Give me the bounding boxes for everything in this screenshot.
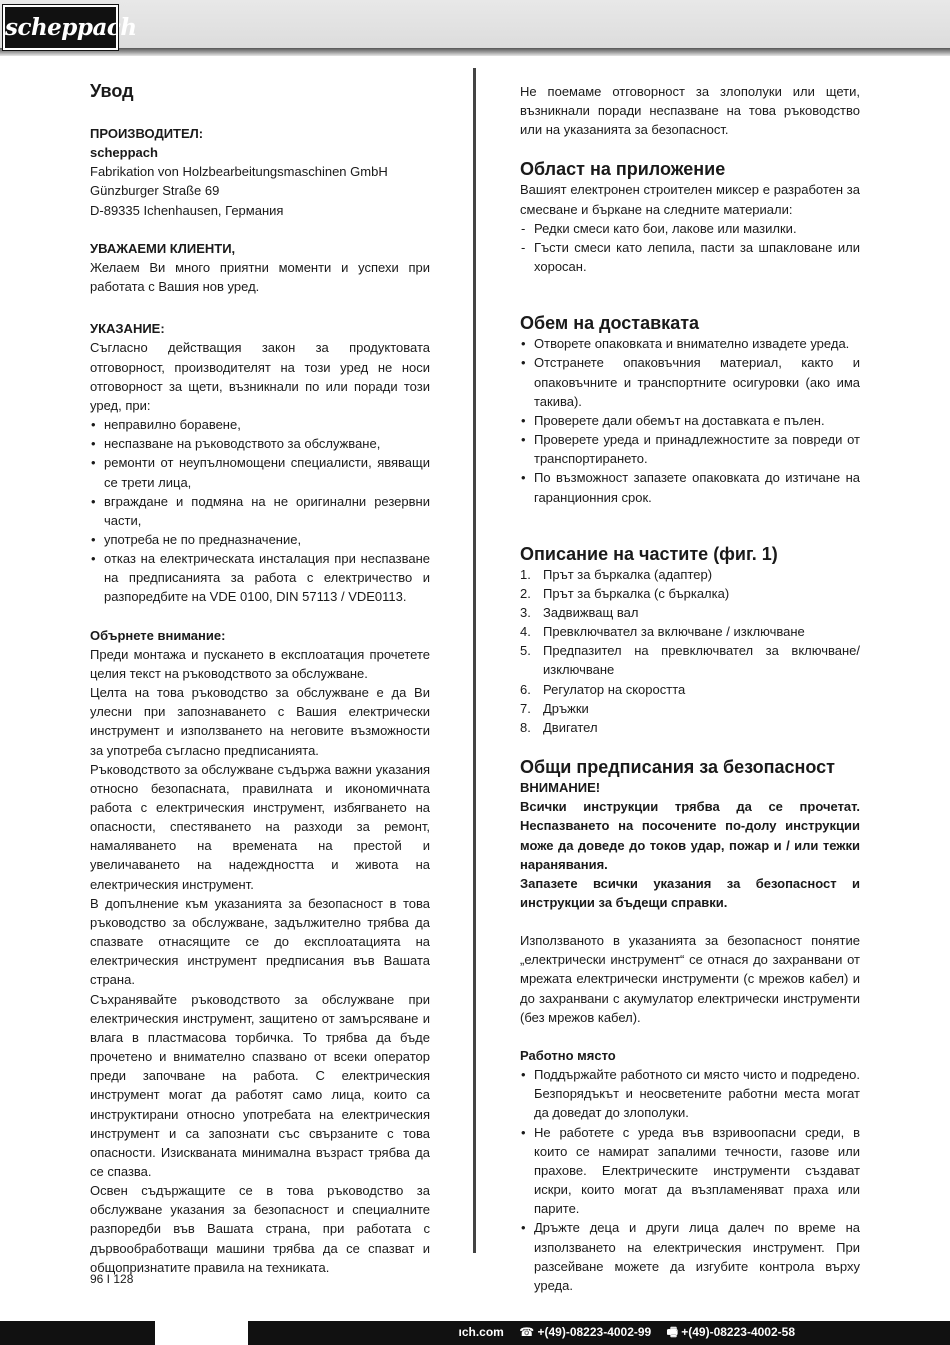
liability-text: Не поемаме отговорност за злополуки или щети, възникнали поради неспазване на това ръководство или на указанията за безопасност. — [520, 84, 860, 138]
list-item: • отказ на електрическата инсталация при неспазване на предписанията за работа с електричество и разпоредбите на VDE 0100, DIN 57113 / VDE0113. — [90, 549, 430, 606]
delivery-title: Обем на доставката — [520, 313, 700, 334]
page-number: 96 I 128 — [90, 1272, 134, 1286]
list-item: • Не работете с уреда във взривоопасни среди, в които се намират запалими течности, газове или прахове. Електрическите инструменти създават искри, които могат да възпламеняват праха или парите. — [520, 1123, 860, 1219]
list-item: 3. Задвижващ вал — [520, 604, 639, 620]
list-item: - Гъсти смеси като лепила, пасти за шпакловане или хоросан. — [520, 238, 860, 276]
address-line: Fabrikation von Holzbearbeitungsmaschinen GmbH — [90, 164, 388, 180]
note-label: УКАЗАНИЕ: — [90, 321, 165, 337]
list-item: • Проверете уреда и принадлежностите за повреди от транспортирането. — [520, 430, 860, 468]
note-text: Съгласно действащия закон за продуктовата отговорност, производителят на този уред не носи отговорност за щети, възникнали по или поради този уред, при: — [90, 340, 430, 413]
list-item: • неправилно боравене, — [90, 415, 430, 434]
footer-phone: ☎ +(49)-08223-4002-99 — [519, 1325, 652, 1339]
footer-contact — [447, 1321, 796, 1345]
power-tool-text: Използваното в указанията за безопасност понятие „електрически инструмент“ се отнася до захранвани от мрежата електрически инструменти (с мрежов кабел) и до захранвани с акумулатор електрически инструменти (без мрежов кабел). — [520, 933, 860, 1025]
application-title: Област на приложение — [520, 159, 726, 180]
list-item: - Редки смеси като бои, лакове или мазилки. — [520, 219, 860, 238]
warning-label: ВНИМАНИЕ! — [520, 780, 601, 796]
attention-label: Обърнете внимание: — [90, 627, 226, 643]
delivery-list — [520, 334, 860, 506]
footer-gap — [155, 1321, 248, 1345]
application-list — [520, 219, 860, 276]
column-divider — [473, 68, 476, 1253]
list-item: • Отстранете опаковъчния материал, както и опаковъчните и транспортните осигуровки (ако има такива). — [520, 353, 860, 410]
safety-title: Общи предписания за безопасност — [520, 757, 835, 778]
left-column — [90, 80, 430, 1277]
scheppach-logo: scheppach — [3, 5, 118, 50]
attention-paragraph: Ръководството за обслужване съдържа важни указания относно безопасната, правилната и икономичната работа с електрическия инструмент, избягването на опасности, спестяването на разходи за ремонт, намаляването на времената на престой и увеличаването на надеждността и живота на електрическия инструмент. — [90, 761, 430, 892]
list-item: • вграждане и подмяна на не оригинални резервни части, — [90, 492, 430, 530]
list-item: 8. Двигател — [520, 719, 598, 735]
list-item: 1. Прът за бъркалка (адаптер) — [520, 566, 713, 582]
manufacturer-name: scheppach — [90, 145, 158, 161]
attention-paragraph: В допълнение към указанията за безопасност в това ръководство за обслужване, задължително трябва да спазвате отнасящите се до експлоатацията на електрическия инструмент предписания във Вашата страна. — [90, 895, 430, 988]
header-shadow — [0, 48, 950, 56]
intro-title: Увод — [90, 81, 134, 101]
list-item: • Поддържайте работното си място чисто и подредено. Безпорядъкът и неосветените работни места могат да доведат до злополуки. — [520, 1065, 860, 1122]
attention-paragraph: Преди монтажа и пускането в експлоатация прочетете целия текст на ръководството за обслужване. — [90, 646, 430, 681]
list-item: • употреба не по предназначение, — [90, 530, 430, 549]
customers-text: Желаем Ви много приятни моменти и успехи при работата с Вашия нов уред. — [90, 259, 430, 295]
footer-website: ıch.com — [458, 1325, 504, 1339]
list-item: 2. Прът за бъркалка (с бъркалка) — [520, 585, 730, 601]
list-item: • По възможност запазете опаковката до изтичане на гаранционния срок. — [520, 468, 860, 506]
list-item: • Отворете опаковката и внимателно извадете уреда. — [520, 334, 860, 353]
attention-paragraph: Освен съдържащите се в това ръководство за обслужване указания за безопасност и специалните разпоредби във Вашата страна, при работата с дървообработващи машини трябва да се спазват и общопризнатите правила на техниката. — [90, 1183, 430, 1275]
address-line: Günzburger Straße 69 — [90, 183, 220, 199]
list-item: • Проверете дали обемът на доставката е пълен. — [520, 411, 860, 430]
list-item: • неспазване на ръководството за обслужване, — [90, 434, 430, 453]
application-text: Вашият електронен строителен миксер е разработен за смесване и бъркане на следните материали: — [520, 182, 860, 217]
list-item: 7. Дръжки — [520, 700, 589, 716]
parts-title: Описание на частите (фиг. 1) — [520, 543, 778, 564]
list-item: • Дръжте деца и други лица далеч по време на използването на електрическия инструмент. При разсейване можете да изгубите контрола върху уреда. — [520, 1218, 860, 1295]
list-item: 6. Регулатор на скоростта — [520, 681, 686, 697]
right-column — [520, 82, 860, 1295]
page-header — [0, 0, 950, 50]
warning-text: Запазете всички указания за безопасност и инструкции за бъдещи справки. — [520, 875, 860, 910]
list-item: 4. Превключвател за включване / изключване — [520, 624, 805, 640]
workplace-label: Работно място — [520, 1047, 616, 1063]
list-item: 5. Предпазител на превключвател за включване/изключване — [520, 643, 860, 678]
address-line: D-89335 Ichenhausen, Германия — [90, 202, 284, 218]
customers-label: УВАЖАЕМИ КЛИЕНТИ, — [90, 240, 236, 256]
parts-list — [520, 565, 860, 737]
attention-paragraph: Целта на това ръководство за обслужване е да Ви улесни при запознаването с Вашия електрически инструмент и използването на неговите възможности за употреба съгласно предписанията. — [90, 685, 430, 758]
list-item: • ремонти от неупълномощени специалисти, явяващи се трети лица, — [90, 453, 430, 491]
workplace-list — [520, 1065, 860, 1295]
manufacturer-label: ПРОИЗВОДИТЕЛ: — [90, 126, 204, 141]
footer-fax: 🖷 +(49)-08223-4002-58 — [666, 1325, 795, 1339]
warning-text: Всички инструкции трябва да се прочетат. Неспазването на посочените по-долу инструкции може да доведе до токов удар, пожар и / или тежки наранявания. — [520, 799, 860, 872]
attention-paragraph: Съхранявайте ръководството за обслужване при електрическия инструмент, защитено от замърсяване и влага в пластмасова торбичка. То трябва да бъде прочетено и внимателно спазвано от всеки оператор преди започване на работа. С електрическия инструмент могат да работят само лица, които са инструктирани относно употребата на електрическия инструмент и са запознати със свързаните с това опасности. Изискваната минимална възраст трябва да се спазва. — [90, 991, 430, 1179]
note-list — [90, 415, 430, 607]
